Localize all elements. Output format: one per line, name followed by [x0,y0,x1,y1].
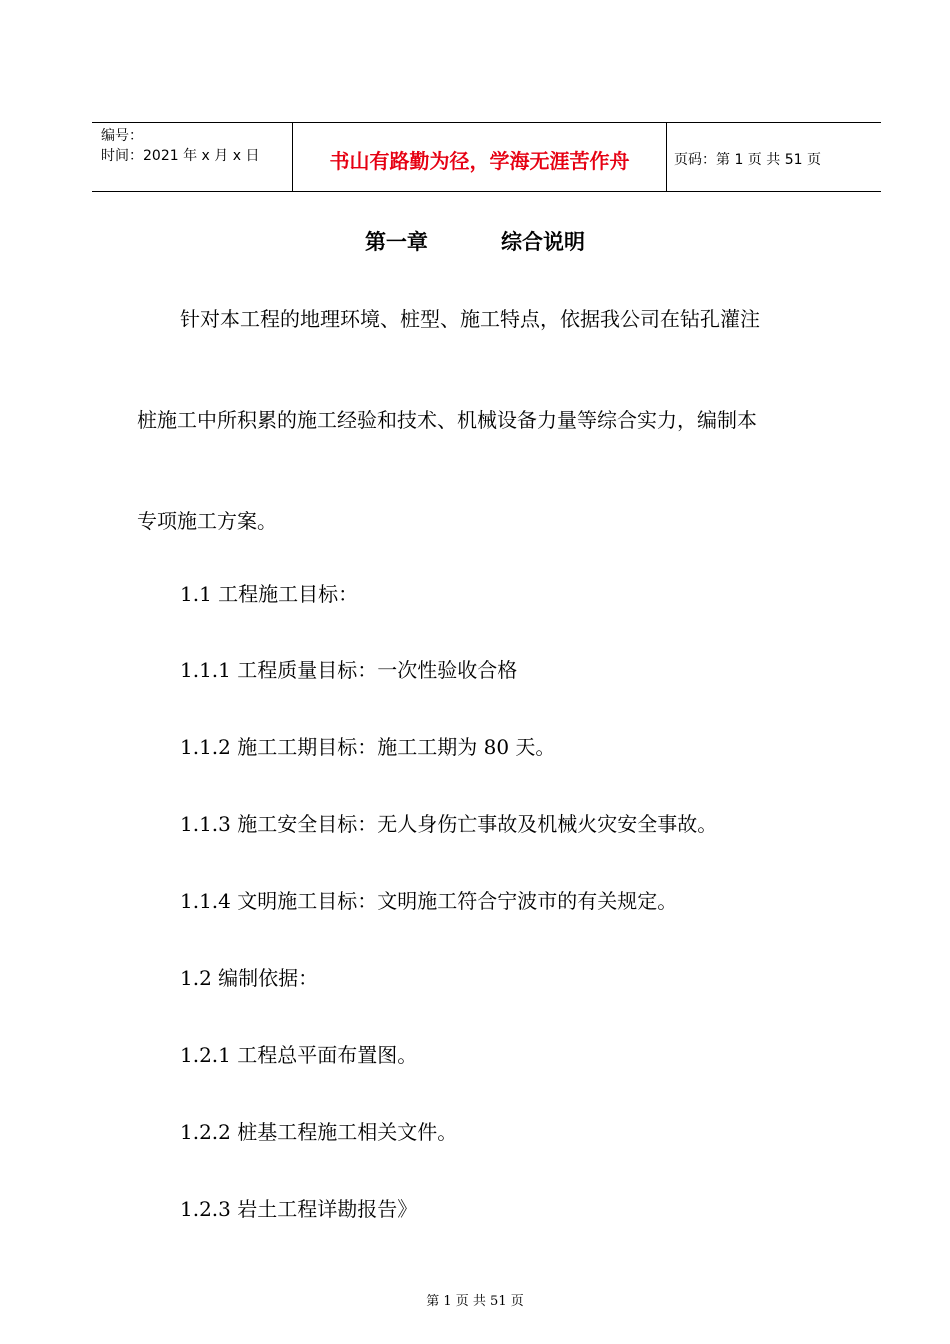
item-1-1-2: 1.1.2 施工工期目标：施工工期为 80 天。 [180,735,556,759]
intro-line-1: 针对本工程的地理环境、桩型、施工特点，依据我公司在钻孔灌注 [180,307,760,331]
document-number-label: 编号： [101,128,143,144]
header-meta-cell [92,123,292,191]
intro-line-3: 专项施工方案。 [137,509,277,533]
chapter-title: 第一章 综合说明 [364,230,586,254]
item-1-1-1: 1.1.1 工程质量目标：一次性验收合格 [180,658,518,682]
header-page-cell [666,123,881,191]
section-1-2: 1.2 编制依据： [180,966,319,990]
item-1-1-3: 1.1.3 施工安全目标：无人身伤亡事故及机械火灾安全事故。 [180,812,718,836]
header-page-info: 页码：第 1 页 共 51 页 [674,152,821,168]
item-1-2-2: 1.2.2 桩基工程施工相关文件。 [180,1120,458,1144]
item-1-2-1: 1.2.1 工程总平面布置图。 [180,1043,418,1067]
header-motto-cell [292,123,667,191]
item-1-2-3: 1.2.3 岩土工程详勘报告》 [180,1197,418,1221]
page-footer: 第 1 页 共 51 页 [426,1294,524,1309]
header-motto: 书山有路勤为径，学海无涯苦作舟 [329,149,630,173]
section-1-1: 1.1 工程施工目标： [180,582,359,606]
document-header-table [92,122,881,192]
intro-line-2: 桩施工中所积累的施工经验和技术、机械设备力量等综合实力，编制本 [137,408,757,432]
document-time-label: 时间：2021 年 x 月 x 日 [101,148,260,164]
item-1-1-4: 1.1.4 文明施工目标：文明施工符合宁波市的有关规定。 [180,889,678,913]
